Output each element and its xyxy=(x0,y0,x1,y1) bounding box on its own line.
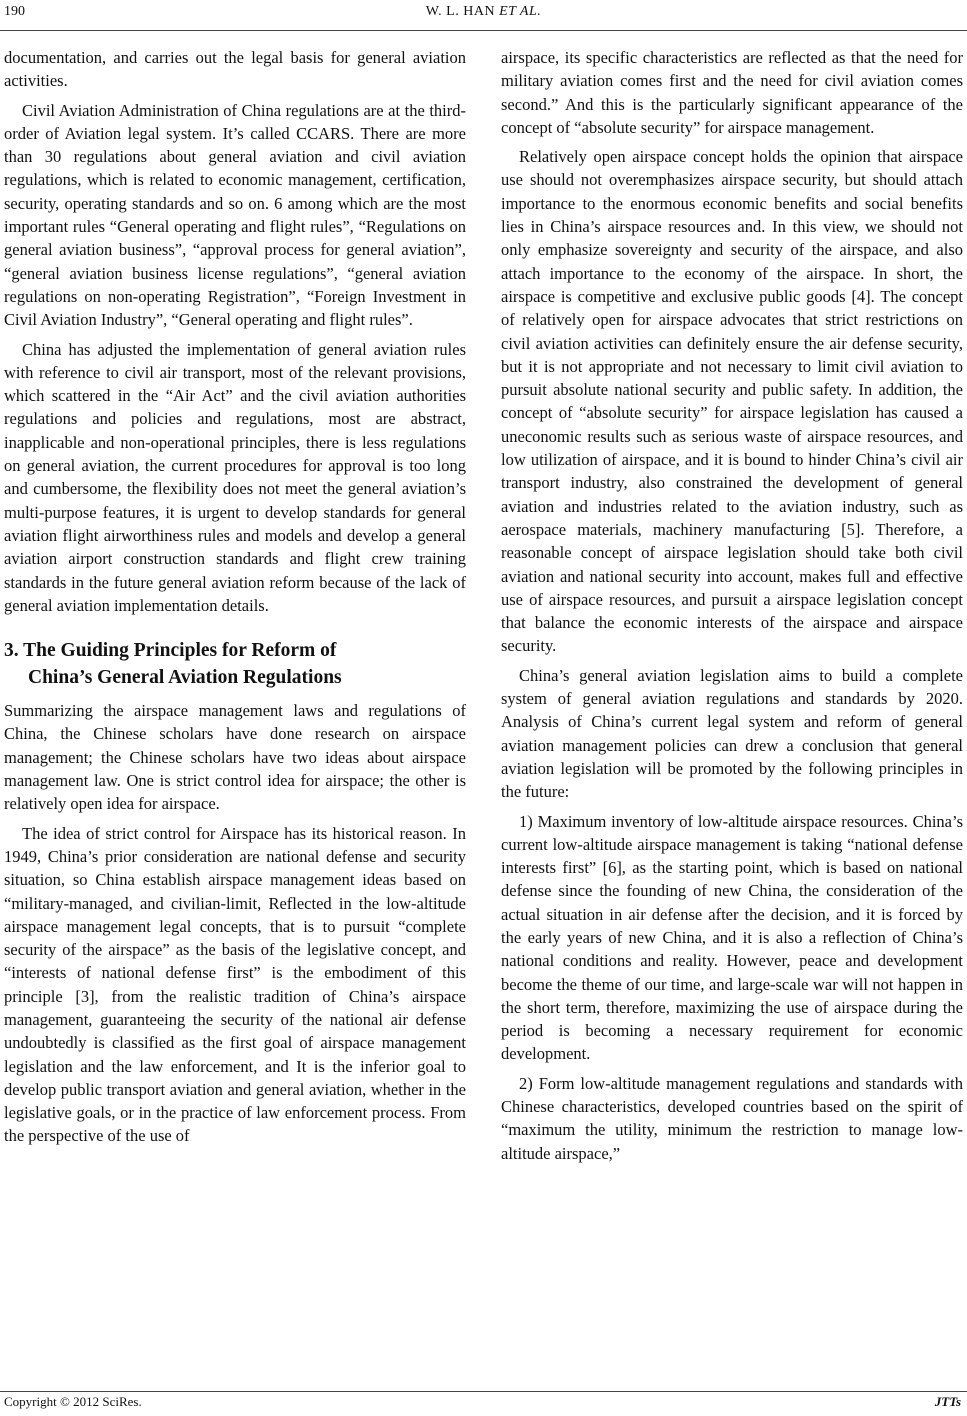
paragraph: 1) Maximum inventory of low-altitude airspace resources. China’s current low-altitude airspace management is taking “national defense interests first” [6], as the starting point, which is based on national defense since the founding of new China, the consideration of the actual situation in air defense after the decision, and it is forced by the early years of new China, and it is also a reflection of China’s national conditions and reality. However, peace and development become the theme of our time, and large-scale war will not happen in the short term, therefore, maximizing the use of airspace during the period is becoming a necessary requirement for economic development. xyxy=(501,811,963,1064)
page-number: 190 xyxy=(4,4,25,19)
journal-name: JTTs xyxy=(934,1394,961,1409)
paragraph: The idea of strict control for Airspace has its historical reason. In 1949, China’s prior consideration are national defense and security situation, so China establish airspace management ideas based on “military-managed, and civilian-limit, Reflected in the low-altitude airspace management legal concepts, that is to pursuit “complete security of the airspace” as the basis of the legislative concept, and “interests of national defense first” is the embodiment of this principle [3], from the realistic tradition of China’s airspace management, guaranteeing the security of the national air defense undoubtedly is classified as the first goal of airspace management legislation and the law enforcement, and It is the inferior goal to develop public transport aviation and general aviation, whether in the legislative goals, or in the practice of law enforcement process. From the perspective of the use of xyxy=(4,823,466,1146)
left-column xyxy=(4,46,466,1154)
paragraph: China has adjusted the implementation of general aviation rules with reference to civil air transport, most of the relevant provisions, which scattered in the “Air Act” and the civil aviation authorities regulations and policies and regulations, most are abstract, inapplicable and non-operational principles, there is less regulations on general aviation, the current procedures for approval is too long and cumbersome, the flexibility does not meet the general aviation’s multi-purpose features, it is urgent to develop standards for general aviation flight airworthiness rules and models and develop a general aviation airport construction standards and flight crew training standards in the future general aviation reform because of the lack of general aviation implementation details. xyxy=(4,339,466,615)
right-column xyxy=(501,46,963,1171)
paragraph: documentation, and carries out the legal basis for general aviation activities. xyxy=(4,48,466,91)
paragraph: airspace, its specific characteristics are reflected as that the need for military aviation comes first and the need for civil aviation comes second.” And this is the particularly significant appearance of the concept of “absolute security” for airspace management. xyxy=(501,48,963,137)
footer-rule xyxy=(0,1391,967,1392)
page-header xyxy=(0,0,967,31)
paragraph: Summarizing the airspace management laws and regulations of China, the Chinese scholars have done research on airspace management; the Chinese scholars have two ideas about airspace management law. One is strict control idea for airspace; the other is relatively open idea for airspace. xyxy=(4,701,466,814)
et-al: ET AL. xyxy=(499,4,542,19)
paragraph: Relatively open airspace concept holds the opinion that airspace use should not overemphasizes airspace security, but should attach importance to the enormous economic benefits and social benefits lies in China’s airspace resources and. In this view, we should not only emphasize sovereignty and security of the airspace, and also attach importance to the economy of the airspace. In short, the airspace is competitive and exclusive public goods [4]. The concept of relatively open for airspace advocates that strict restrictions on civil aviation activities can definitely ensure the air defense security, but it is not appropriate and not necessary to limit civil aviation to pursuit absolute national security and public safety. In addition, the concept of “absolute security” for airspace legislation has caused a uneconomic results such as serious waste of airspace resources, and low utilization of airspace, and it is bound to hinder China’s civil air transport industry, also constrained the development of general aviation and industries related to the aviation industry, such as aerospace materials, machinery manufacturing [5]. Therefore, a reasonable concept of airspace legislation should take both civil aviation and national security into account, makes full and effective use of airspace resources, and pursuit a airspace legislation concept that balance the economic interests of the airspace and airspace security. xyxy=(501,147,963,656)
running-head xyxy=(0,4,967,20)
paragraph: 2) Form low-altitude management regulations and standards with Chinese characteristics, developed countries based on the spirit of “maximum the utility, minimum the restriction to manage low-altitude airspace,” xyxy=(501,1073,963,1163)
section-heading xyxy=(4,637,466,691)
section-heading-line2: China’s General Aviation Regulations xyxy=(28,667,342,689)
copyright-notice: Copyright © 2012 SciRes. xyxy=(4,1394,142,1409)
author-name: W. L. HAN xyxy=(425,4,496,19)
paragraph: China’s general aviation legislation aims to build a complete system of general aviation regulations and standards by 2020. Analysis of China’s current legal system and reform of general aviation management policies can drew a conclusion that general aviation legislation will be promoted by the following principles in the future: xyxy=(501,665,963,802)
section-heading-line1: 3. The Guiding Principles for Reform of xyxy=(4,640,337,662)
paragraph: Civil Aviation Administration of China regulations are at the third-order of Aviation legal system. It’s called CCARS. There are more than 30 regulations about general aviation and civil aviation regulations, which is related to economic management, certification, security, operating standards and so on. 6 among which are the most important rules “General operating and flight rules”, “Regulations on general aviation business”, “approval process for general aviation”, “general aviation business license regulations”, “general aviation regulations on non-operating Registration”, “Foreign Investment in Civil Aviation Industry”, “General operating and flight rules”. xyxy=(4,100,466,330)
